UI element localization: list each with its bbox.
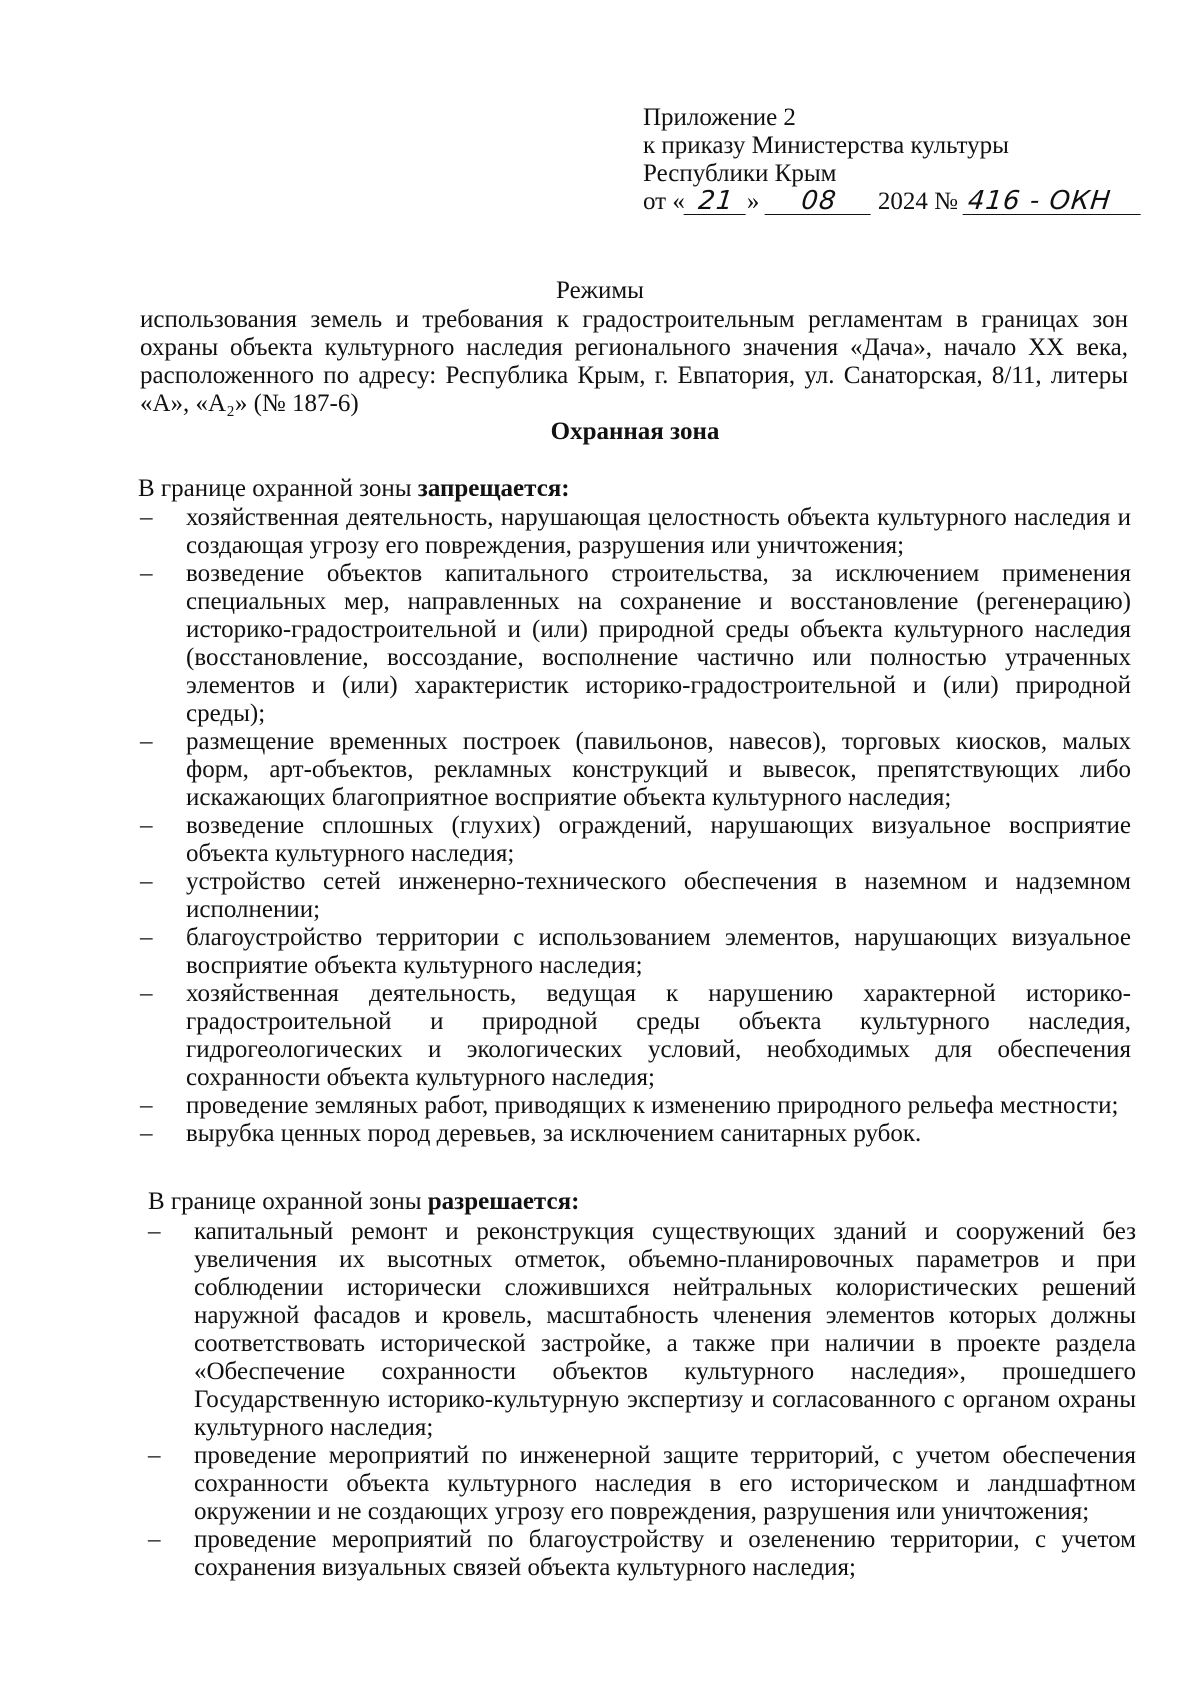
handwritten-day: 21 (683, 188, 748, 215)
list-item-text: размещение временных построек (павильонов, навесов), торговых киосков, малых форм, арт-объектов, рекламных конструкций и вывесок, препятствующих либо искажающих благоприятное восприятие объекта культурного наследия; (186, 728, 1131, 811)
dash-bullet: – (148, 1526, 161, 1553)
handwritten-month: 08 (764, 188, 873, 215)
dash-bullet: – (140, 1092, 153, 1119)
allowed-intro (148, 1188, 579, 1216)
prohibited-intro (138, 475, 570, 503)
handwritten-order-number: 416 - ОКН (963, 188, 1144, 215)
list-item-text: устройство сетей инженерно-технического обеспечения в наземном и надземном исполнении; (186, 868, 1131, 923)
list-item (140, 812, 1131, 868)
list-item-text: проведение мероприятий по благоустройству и озеленению территории, с учетом сохранения визуальных связей объекта культурного наследия; (194, 1526, 1136, 1581)
list-item-text: возведение сплошных (глухих) ограждений, нарушающих визуальное восприятие объекта культурного наследия; (186, 812, 1131, 867)
list-item (148, 1442, 1136, 1526)
prohibited-intro-text: В границе охранной зоны (138, 475, 418, 502)
dash-bullet: – (148, 1218, 161, 1245)
list-item (140, 980, 1131, 1092)
prohibited-list (140, 504, 1131, 1148)
prohibited-intro-bold: запрещается: (417, 475, 570, 502)
document-title: Режимы (556, 277, 644, 304)
list-item (140, 924, 1131, 980)
dash-bullet: – (140, 980, 153, 1007)
year-label: 2024 № (877, 188, 958, 215)
allowed-intro-bold: разрешается: (427, 1188, 580, 1215)
list-item (140, 868, 1131, 924)
list-item-text: возведение объектов капитального строительства, за исключением применения специальных мер, направленных на сохранение и восстановление (регенерацию) историко-градостроительной и (или) природной среды объекта культурного наследия (восстановление, воссоздание, восполнение частично или полностью утраченных элементов и (или) характеристик историко-градостроительной и (или) природной среды); (186, 560, 1131, 727)
dash-bullet: – (140, 812, 153, 839)
document-subtitle: использования земель и требования к градостроительным регламентам в границах зон охраны объекта культурного наследия регионального значения «Дача», начало XX века, расположенного по адресу: Республика Крым, г. Евпатория, ул. Санаторская, 8/11, литеры «А», «А₂» (№ 187-6) (140, 306, 1128, 417)
appendix-date-line (643, 188, 1142, 216)
list-item-text: проведение земляных работ, приводящих к изменению природного рельефа местности; (186, 1092, 1119, 1119)
dash-bullet: – (140, 504, 153, 531)
appendix-number: Приложение 2 (643, 104, 796, 131)
list-item (140, 728, 1131, 812)
list-item (140, 1120, 1131, 1148)
appendix-header (643, 104, 1142, 216)
dash-bullet: – (140, 560, 153, 587)
dash-bullet: – (140, 728, 153, 755)
appendix-order-ref: к приказу Министерства культуры (643, 132, 1009, 159)
list-item-text: капитальный ремонт и реконструкция существующих зданий и сооружений без увеличения их высотных отметок, объемно-планировочных параметров и при соблюдении исторически сложившихся нейтральных колористических решений наружной фасадов и кровель, масштабность членения элементов которых должны соответствовать исторической застройке, а также при наличии в проекте раздела «Обеспечение сохранности объектов культурного наследия», прошедшего Государственную историко-культурную экспертизу и согласованного с органом охраны культурного наследия; (194, 1218, 1136, 1441)
list-item-text: хозяйственная деятельность, ведущая к нарушению характерной историко-градостроительной и природной среды объекта культурного наследия, гидрогеологических и экологических условий, необходимых для обеспечения сохранности объекта культурного наследия; (186, 980, 1131, 1091)
list-item-text: хозяйственная деятельность, нарушающая целостность объекта культурного наследия и создающая угрозу его повреждения, разрушения или уничтожения; (186, 504, 1131, 559)
allowed-intro-text: В границе охранной зоны (148, 1188, 428, 1215)
list-item-text: вырубка ценных пород деревьев, за исключением санитарных рубок. (186, 1120, 922, 1147)
date-mid: » (746, 188, 760, 215)
list-item-text: проведение мероприятий по инженерной защите территорий, с учетом обеспечения сохранности объекта культурного наследия в его историческом и ландшафтном окружении и не создающих угрозу его повреждения, разрушения или уничтожения; (194, 1442, 1136, 1525)
appendix-republic: Республики Крым (643, 160, 837, 187)
list-item (140, 560, 1131, 728)
dash-bullet: – (140, 1120, 153, 1147)
list-item (148, 1526, 1136, 1582)
allowed-list (148, 1218, 1136, 1582)
dash-bullet: – (148, 1442, 161, 1469)
list-item (148, 1218, 1136, 1442)
list-item (140, 504, 1131, 560)
dash-bullet: – (140, 868, 153, 895)
date-prefix: от « (643, 188, 685, 215)
dash-bullet: – (140, 924, 153, 951)
list-item-text: благоустройство территории с использованием элементов, нарушающих визуальное восприятие объекта культурного наследия; (186, 924, 1131, 979)
section-title: Охранная зона (550, 418, 720, 445)
list-item (140, 1092, 1131, 1120)
